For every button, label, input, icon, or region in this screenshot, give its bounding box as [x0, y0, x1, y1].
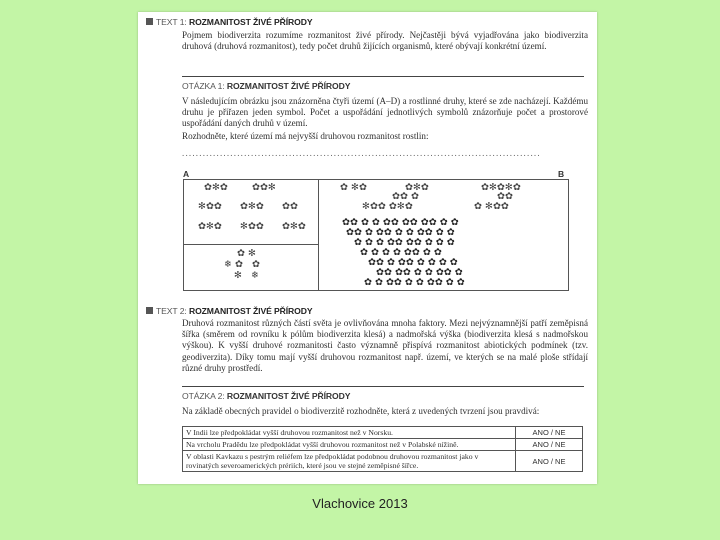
flower-icon: ✿✻✿: [240, 201, 264, 212]
flower-icon: ✿✿ ✿✿ ✿ ✿ ✿✿ ✿: [376, 267, 463, 278]
section-square-icon: [146, 18, 153, 25]
flower-icon: ✻✿✿ ✿✻✿: [362, 201, 413, 212]
flower-icon: ✻✿✿: [198, 201, 222, 212]
answer-choice[interactable]: ANO / NE: [516, 451, 583, 472]
text2-heading: TEXT 2: ROZMANITOST ŽIVÉ PŘÍRODY: [146, 306, 312, 316]
flower-icon: ✿✿ ✿ ✿✿ ✿ ✿ ✿✿ ✿ ✿: [346, 227, 455, 238]
flower-icon: ✿✻✿: [204, 182, 228, 193]
question1-heading: OTÁZKA 1: ROZMANITOST ŽIVÉ PŘÍRODY: [182, 81, 351, 91]
flower-icon: ✿ ✿ ✿✿ ✿ ✿ ✿✿ ✿ ✿: [364, 277, 465, 288]
flower-icon: ✿✻✿: [405, 182, 429, 193]
diagram-divider-horizontal: [184, 244, 318, 245]
diagram-divider-vertical: [318, 180, 319, 290]
flower-icon: ✿ ✻✿: [340, 182, 367, 193]
snowflake-icon: ❄ ✿ ✿: [224, 259, 260, 270]
divider: [182, 76, 584, 77]
flower-icon: ✿ ✿ ✿ ✿ ✿✿ ✿ ✿: [360, 247, 442, 258]
flower-icon: ✿✿ ✿ ✿✿ ✿ ✿ ✿ ✿: [368, 257, 458, 268]
flower-icon: ✿✿✻: [252, 182, 276, 193]
flower-icon: ✿✿ ✿: [392, 191, 419, 202]
statement-cell: V oblasti Kavkazu s pestrým reliéfem lze předpokládat podobnou druhovou rozmanitost jako v rovinatých severoamerických prériích, které jsou ve stejné zeměpisné šířce.: [183, 451, 516, 472]
snowflake-icon: ✻ ❄: [234, 270, 259, 281]
flower-icon: ✿ ✿ ✿ ✿✿ ✿✿ ✿ ✿ ✿: [354, 237, 455, 248]
flower-icon: ✻✿✿: [240, 221, 264, 232]
question1-body: V následujícím obrázku jsou znázorněna čtyři území (A–D) a rostlinné druhy, které se zde nacházejí. Každému druhu je přiřazen jeden symbol. Počet a uspořádání jednotlivých symbolů znázorňuje počet a prostorové uspořádání daných druhů v území.: [182, 96, 588, 129]
flower-icon: ✿✿: [497, 191, 513, 202]
snowflake-icon: ✿ ✻: [237, 248, 256, 259]
table-row: [183, 451, 583, 472]
question2-heading: OTÁZKA 2: ROZMANITOST ŽIVÉ PŘÍRODY: [182, 391, 351, 401]
table-row: [183, 439, 583, 451]
flower-icon: ✿✻✿✻✿: [481, 182, 521, 193]
flower-icon: ✿✿: [282, 201, 298, 212]
statement-cell: Na vrcholu Pradědu lze předpokládat vyšší druhovou rozmanitost než v Polabské nížině.: [183, 439, 516, 451]
slide-caption: Vlachovice 2013: [312, 496, 408, 511]
flower-icon: ✿ ✻✿✿: [474, 201, 509, 212]
text2-body: Druhová rozmanitost různých částí světa je ovlivňována mnoha faktory. Mezi nejvýznamnější patří zeměpisná šířka (směrem od rovníku k pólům biodiverzita klesá) a nadmořská výška (biodiverzita klesá s nadmořskou výškou). K vyšší druhové rozmanitosti často významně přispívá rozmanitost abiotických podmínek (tzv. geodiverzita). Díky tomu mají vyšší druhovou rozmanitost např. území, ve kterých se na malé ploše střídají různé druhy prostředí.: [182, 318, 588, 373]
statements-table: [182, 426, 583, 472]
area-label-a: A: [183, 169, 190, 179]
statement-cell: V Indii lze předpokládat vyšší druhovou rozmanitost než v Norsku.: [183, 427, 516, 439]
exam-page: [138, 12, 597, 484]
question2-prompt: Na základě obecných pravidel o biodiverzitě rozhodněte, která z uvedených tvrzení jsou pravdivá:: [182, 406, 540, 416]
flower-icon: ✿✻✿: [198, 221, 222, 232]
species-diagram: [183, 179, 569, 291]
flower-icon: ✿✻✿: [282, 221, 306, 232]
table-row: [183, 427, 583, 439]
answer-choice[interactable]: ANO / NE: [516, 427, 583, 439]
text1-body: Pojmem biodiverzita rozumíme rozmanitost živé přírody. Nejčastěji bývá vyjadřována jako biodiverzita druhová (druhová rozmanitost), tedy počet druhů žijících organismů, které obývají konkrétní území.: [182, 30, 588, 52]
question1-prompt: Rozhodněte, které území má nejvyšší druhovou rozmanitost rostlin:: [182, 131, 429, 141]
text1-heading: TEXT 1: ROZMANITOST ŽIVÉ PŘÍRODY: [146, 17, 312, 27]
area-label-b: B: [558, 169, 565, 179]
flower-icon: ✿✿ ✿ ✿ ✿✿ ✿✿ ✿✿ ✿ ✿: [342, 217, 459, 228]
answer-line[interactable]: ........................................................................................................: [182, 148, 541, 158]
answer-choice[interactable]: ANO / NE: [516, 439, 583, 451]
section-square-icon: [146, 307, 153, 314]
divider: [182, 386, 584, 387]
